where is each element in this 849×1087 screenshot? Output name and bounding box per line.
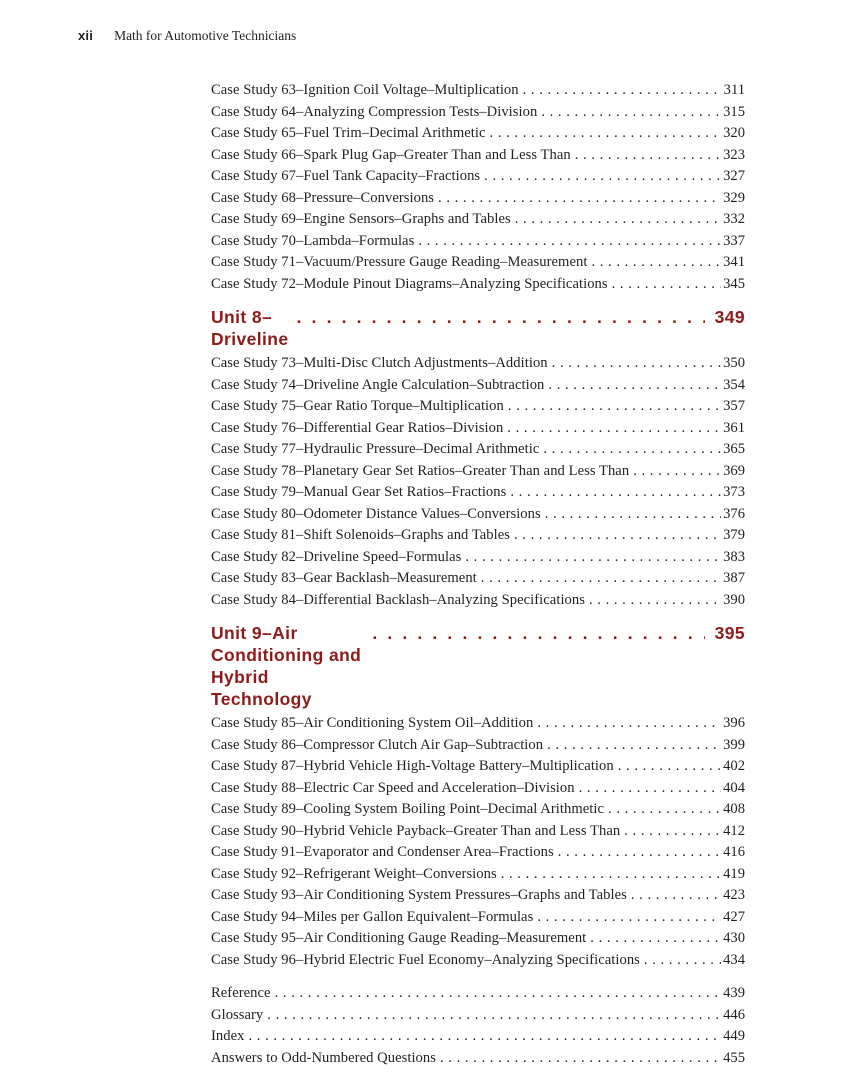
toc-entry	[211, 418, 745, 440]
entry-title: Case Study 79–Manual Gear Set Ratios–Fractions	[211, 484, 507, 500]
entry-page-number: 345	[723, 275, 745, 292]
entry-page-number: 446	[723, 1006, 745, 1023]
toc-entry	[211, 778, 745, 800]
unit-heading-title: Unit 8–Driveline	[211, 307, 289, 349]
dot-leader	[440, 1048, 721, 1070]
entry-title: Case Study 68–Pressure–Conversions	[211, 189, 435, 206]
entry-title: Case Study 94–Miles per Gallon Equivalent–Formulas	[211, 908, 534, 925]
toc-entry	[211, 439, 745, 461]
dot-leader	[248, 1026, 721, 1048]
toc-entry	[211, 461, 745, 483]
entry-page-number: 373	[723, 484, 745, 500]
backmatter-entry	[211, 1026, 745, 1048]
dot-leader	[438, 188, 721, 210]
toc-entry	[211, 928, 745, 950]
backmatter-entry	[211, 983, 745, 1005]
dot-leader	[547, 735, 721, 757]
entry-page-number: 354	[723, 376, 745, 393]
dot-leader	[612, 274, 721, 296]
entry-title: Case Study 95–Air Conditioning Gauge Reading–Measurement	[211, 930, 587, 946]
entry-title: Case Study 78–Planetary Gear Set Ratios–Greater Than and Less Than	[211, 462, 630, 479]
dot-leader	[589, 590, 721, 612]
toc-entry	[211, 590, 745, 612]
toc-entry	[211, 396, 745, 418]
entry-page-number: 379	[723, 527, 745, 543]
dot-leader	[633, 461, 721, 483]
entry-title: Case Study 64–Analyzing Compression Tests–Division	[211, 103, 538, 120]
entry-page-number: 419	[723, 865, 745, 882]
dot-leader	[372, 622, 704, 644]
toc-entry	[211, 735, 745, 757]
dot-leader	[631, 885, 721, 907]
unit-page-number: 395	[714, 623, 745, 643]
backmatter-entry	[211, 1005, 745, 1027]
entry-title: Case Study 65–Fuel Trim–Decimal Arithmetic	[211, 125, 486, 141]
dot-leader	[644, 950, 721, 972]
entry-page-number: 396	[723, 715, 745, 731]
entry-page-number: 399	[723, 736, 745, 753]
entry-page-number: 329	[723, 189, 745, 206]
dot-leader	[537, 907, 721, 929]
dot-leader	[579, 778, 722, 800]
entry-title: Answers to Odd-Numbered Questions	[211, 1049, 436, 1066]
unit-heading-title: Unit 9–Air Conditioning and Hybrid Technology	[211, 623, 362, 709]
entry-title: Case Study 74–Driveline Angle Calculation–Subtraction	[211, 376, 545, 393]
dot-leader	[484, 166, 721, 188]
entry-title: Case Study 92–Refrigerant Weight–Conversions	[211, 865, 497, 882]
entry-page-number: 423	[723, 887, 745, 903]
entry-page-number: 327	[723, 168, 745, 184]
entry-title: Case Study 88–Electric Car Speed and Acceleration–Division	[211, 779, 575, 796]
entry-title: Case Study 87–Hybrid Vehicle High-Voltage Battery–Multiplication	[211, 758, 614, 774]
dot-leader	[537, 713, 721, 735]
dot-leader	[618, 756, 721, 778]
dot-leader	[510, 482, 721, 504]
dot-leader	[608, 799, 721, 821]
entry-page-number: 376	[723, 505, 745, 522]
toc-entry	[211, 145, 745, 167]
entry-title: Case Study 82–Driveline Speed–Formulas	[211, 548, 462, 565]
toc-entry	[211, 375, 745, 397]
dot-leader	[523, 80, 722, 102]
entry-page-number: 439	[723, 985, 745, 1001]
entry-title: Case Study 89–Cooling System Boiling Point–Decimal Arithmetic	[211, 801, 605, 817]
toc-entry	[211, 713, 745, 735]
entry-page-number: 404	[723, 779, 745, 796]
toc-entry	[211, 756, 745, 778]
entry-title: Case Study 70–Lambda–Formulas	[211, 232, 415, 249]
running-header	[78, 28, 296, 44]
toc-entry	[211, 209, 745, 231]
dot-leader	[548, 375, 721, 397]
entry-title: Case Study 75–Gear Ratio Torque–Multiplication	[211, 398, 504, 414]
entry-page-number: 390	[723, 591, 745, 608]
toc-entry	[211, 166, 745, 188]
entry-page-number: 449	[723, 1028, 745, 1044]
entry-title: Case Study 83–Gear Backlash–Measurement	[211, 570, 477, 586]
toc-entry	[211, 353, 745, 375]
entry-page-number: 350	[723, 355, 745, 371]
dot-leader	[541, 102, 721, 124]
entry-page-number: 387	[723, 570, 745, 586]
dot-leader	[624, 821, 721, 843]
entry-title: Index	[211, 1028, 245, 1044]
entry-title: Case Study 91–Evaporator and Condenser Area–Fractions	[211, 844, 554, 860]
entry-title: Case Study 67–Fuel Tank Capacity–Fractions	[211, 168, 481, 184]
toc-entry	[211, 547, 745, 569]
entry-title: Case Study 66–Spark Plug Gap–Greater Than and Less Than	[211, 146, 571, 163]
entry-title: Case Study 84–Differential Backlash–Analyzing Specifications	[211, 591, 585, 608]
entry-title: Case Study 63–Ignition Coil Voltage–Multiplication	[211, 82, 519, 98]
dot-leader	[418, 231, 721, 253]
toc-entry	[211, 568, 745, 590]
entry-page-number: 361	[723, 419, 745, 436]
dot-leader	[481, 568, 721, 590]
toc-entry	[211, 504, 745, 526]
entry-page-number: 455	[723, 1049, 745, 1066]
dot-leader	[507, 418, 721, 440]
toc-entry	[211, 799, 745, 821]
entry-title: Case Study 93–Air Conditioning System Pressures–Graphs and Tables	[211, 887, 627, 903]
entry-title: Case Study 73–Multi-Disc Clutch Adjustments–Addition	[211, 355, 548, 371]
dot-leader	[514, 525, 721, 547]
dot-leader	[465, 547, 721, 569]
toc-entry	[211, 842, 745, 864]
entry-page-number: 369	[723, 462, 745, 479]
dot-leader	[552, 353, 721, 375]
dot-leader	[297, 306, 705, 328]
entry-page-number: 341	[723, 254, 745, 270]
toc-unit-heading	[211, 622, 745, 710]
entry-title: Case Study 77–Hydraulic Pressure–Decimal Arithmetic	[211, 441, 540, 457]
entry-title: Case Study 90–Hybrid Vehicle Payback–Greater Than and Less Than	[211, 822, 621, 839]
entry-page-number: 427	[723, 908, 745, 925]
toc-entry	[211, 80, 745, 102]
toc-unit-heading	[211, 306, 745, 350]
entry-page-number: 408	[723, 801, 745, 817]
toc-entry	[211, 231, 745, 253]
entry-page-number: 416	[723, 844, 745, 860]
entry-page-number: 365	[723, 441, 745, 457]
entry-page-number: 320	[723, 125, 745, 141]
toc	[211, 80, 745, 1069]
entry-page-number: 412	[723, 822, 745, 839]
entry-title: Case Study 69–Engine Sensors–Graphs and Tables	[211, 211, 511, 227]
entry-page-number: 357	[723, 398, 745, 414]
case-study-section	[211, 80, 745, 295]
entry-title: Case Study 71–Vacuum/Pressure Gauge Reading–Measurement	[211, 254, 588, 270]
entry-title: Case Study 85–Air Conditioning System Oil–Addition	[211, 715, 534, 731]
toc-entry	[211, 907, 745, 929]
dot-leader	[558, 842, 721, 864]
entry-page-number: 315	[723, 103, 745, 120]
running-head-title: Math for Automotive Technicians	[114, 28, 297, 43]
dot-leader	[543, 439, 721, 461]
entry-page-number: 311	[723, 82, 745, 98]
toc-entry	[211, 864, 745, 886]
dot-leader	[501, 864, 721, 886]
entry-page-number: 323	[723, 146, 745, 163]
entry-title: Case Study 80–Odometer Distance Values–Conversions	[211, 505, 541, 522]
toc-entry	[211, 252, 745, 274]
page-folio: xii	[78, 28, 94, 43]
entry-page-number: 434	[723, 951, 745, 968]
toc-entry	[211, 885, 745, 907]
unit-page-number: 349	[714, 307, 745, 327]
dot-leader	[508, 396, 721, 418]
entry-title: Case Study 96–Hybrid Electric Fuel Economy–Analyzing Specifications	[211, 951, 640, 968]
dot-leader	[490, 123, 722, 145]
entry-title: Case Study 81–Shift Solenoids–Graphs and Tables	[211, 527, 510, 543]
toc-entry	[211, 482, 745, 504]
entry-page-number: 383	[723, 548, 745, 565]
dot-leader	[590, 928, 721, 950]
backmatter-section	[211, 983, 745, 1069]
entry-page-number: 337	[723, 232, 745, 249]
dot-leader	[591, 252, 721, 274]
case-study-section	[211, 713, 745, 971]
dot-leader	[267, 1005, 721, 1027]
entry-page-number: 332	[723, 211, 745, 227]
toc-entry	[211, 950, 745, 972]
case-study-section	[211, 353, 745, 611]
toc-entry	[211, 274, 745, 296]
entry-title: Reference	[211, 985, 271, 1001]
toc-entry	[211, 821, 745, 843]
toc-entry	[211, 188, 745, 210]
entry-title: Case Study 86–Compressor Clutch Air Gap–Subtraction	[211, 736, 544, 753]
entry-page-number: 402	[723, 758, 745, 774]
entry-title: Case Study 76–Differential Gear Ratios–Division	[211, 419, 504, 436]
dot-leader	[545, 504, 721, 526]
dot-leader	[515, 209, 721, 231]
entry-title: Glossary	[211, 1006, 264, 1023]
dot-leader	[275, 983, 722, 1005]
backmatter-entry	[211, 1048, 745, 1070]
entry-title: Case Study 72–Module Pinout Diagrams–Analyzing Specifications	[211, 275, 608, 292]
entry-page-number: 430	[723, 930, 745, 946]
toc-entry	[211, 525, 745, 547]
dot-leader	[575, 145, 721, 167]
toc-entry	[211, 123, 745, 145]
toc-entry	[211, 102, 745, 124]
